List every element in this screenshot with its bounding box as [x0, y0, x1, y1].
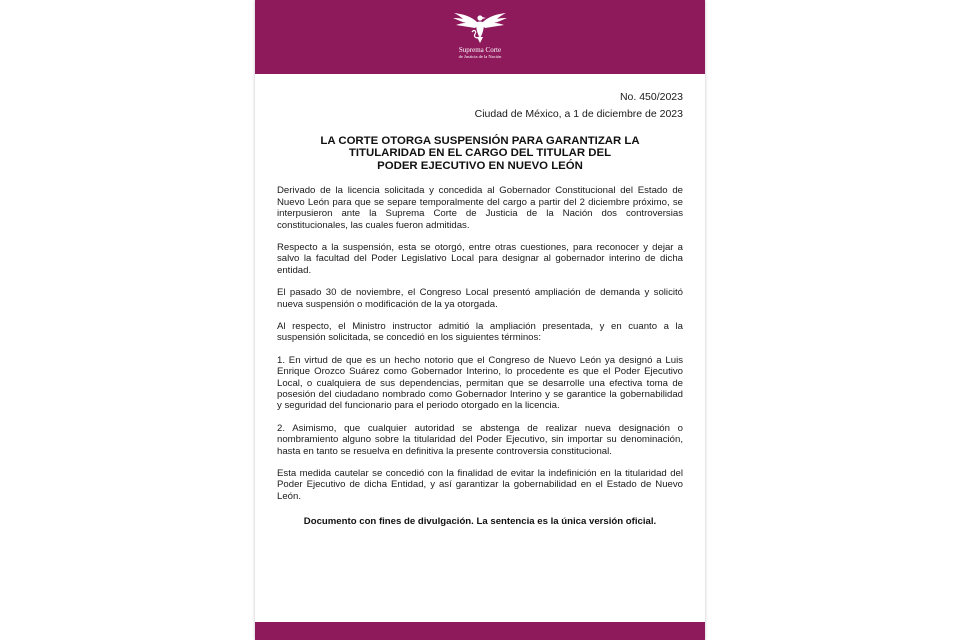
eagle-emblem-icon	[452, 10, 508, 44]
paragraph: El pasado 30 de noviembre, el Congreso Local presentó ampliación de demanda y solicitó nueva suspensión o modificación de la ya otorgada.	[277, 287, 683, 310]
title-line: LA CORTE OTORGA SUSPENSIÓN PARA GARANTIZAR LA	[320, 134, 640, 147]
footer-banner	[255, 622, 705, 640]
page-title	[277, 135, 683, 173]
paragraph-item-1: 1. En virtud de que es un hecho notorio que el Congreso de Nuevo León ya designó a Luis Enrique Orozco Suárez como Gobernador Interino, lo procedente es que el Poder Ejecutivo Local, o cualquiera de sus dependencias, permitan que se desarrolle una efectiva toma de posesión del ciudadano nombrado como Gobernador Interino y se garantice la gobernabilidad y seguridad del funcionario para el periodo otorgado en la licencia.	[277, 354, 683, 412]
paragraph: Derivado de la licencia solicitada y concedida al Gobernador Constitucional del Estado de Nuevo León para que se separe temporalmente del cargo a partir del 2 diciembre próximo, se interpusieron ante la Suprema Corte de Justicia de la Nación dos controversias constitucionales, las cuales fueron admitidas.	[277, 185, 683, 231]
paragraph: Al respecto, el Ministro instructor admitió la ampliación presentada, y en cuanto a la suspensión solicitada, se concedió en los siguientes términos:	[277, 320, 683, 344]
paragraph-item-2: 2. Asimismo, que cualquier autoridad se abstenga de realizar nueva designación o nombramiento alguno sobre la titularidad del Poder Ejecutivo, sin importar su denominación, hasta en tanto se resuelva en definitiva la presente controversia constitucional.	[277, 422, 683, 457]
paragraph: Respecto a la suspensión, esta se otorgó, entre otras cuestiones, para reconocer y dejar a salvo la facultad del Poder Legislativo Local para designar al gobernador interino de dicha entidad.	[277, 241, 683, 276]
document-body	[277, 92, 683, 528]
header-banner	[255, 0, 705, 74]
release-date: Ciudad de México, a 1 de diciembre de 2023	[474, 108, 683, 121]
title-line: TITULARIDAD EN EL CARGO DEL TITULAR DEL	[348, 147, 612, 160]
paragraph: Esta medida cautelar se concedió con la finalidad de evitar la indefinición en la titularidad del Poder Ejecutivo de dicha Entidad, y así garantizar la gobernabilidad en el Estado de Nuevo León.	[277, 468, 683, 502]
press-release-page	[255, 0, 705, 640]
logo-subtitle: de Justicia de la Nación	[458, 54, 502, 59]
logo-name: Suprema Corte	[458, 46, 502, 54]
title-line: PODER EJECUTIVO EN NUEVO LEÓN	[377, 159, 583, 172]
scjn-logo	[445, 10, 515, 66]
release-number: No. 450/2023	[619, 91, 683, 103]
disclaimer: Documento con fines de divulgación. La sentencia es la única versión oficial.	[303, 516, 657, 528]
